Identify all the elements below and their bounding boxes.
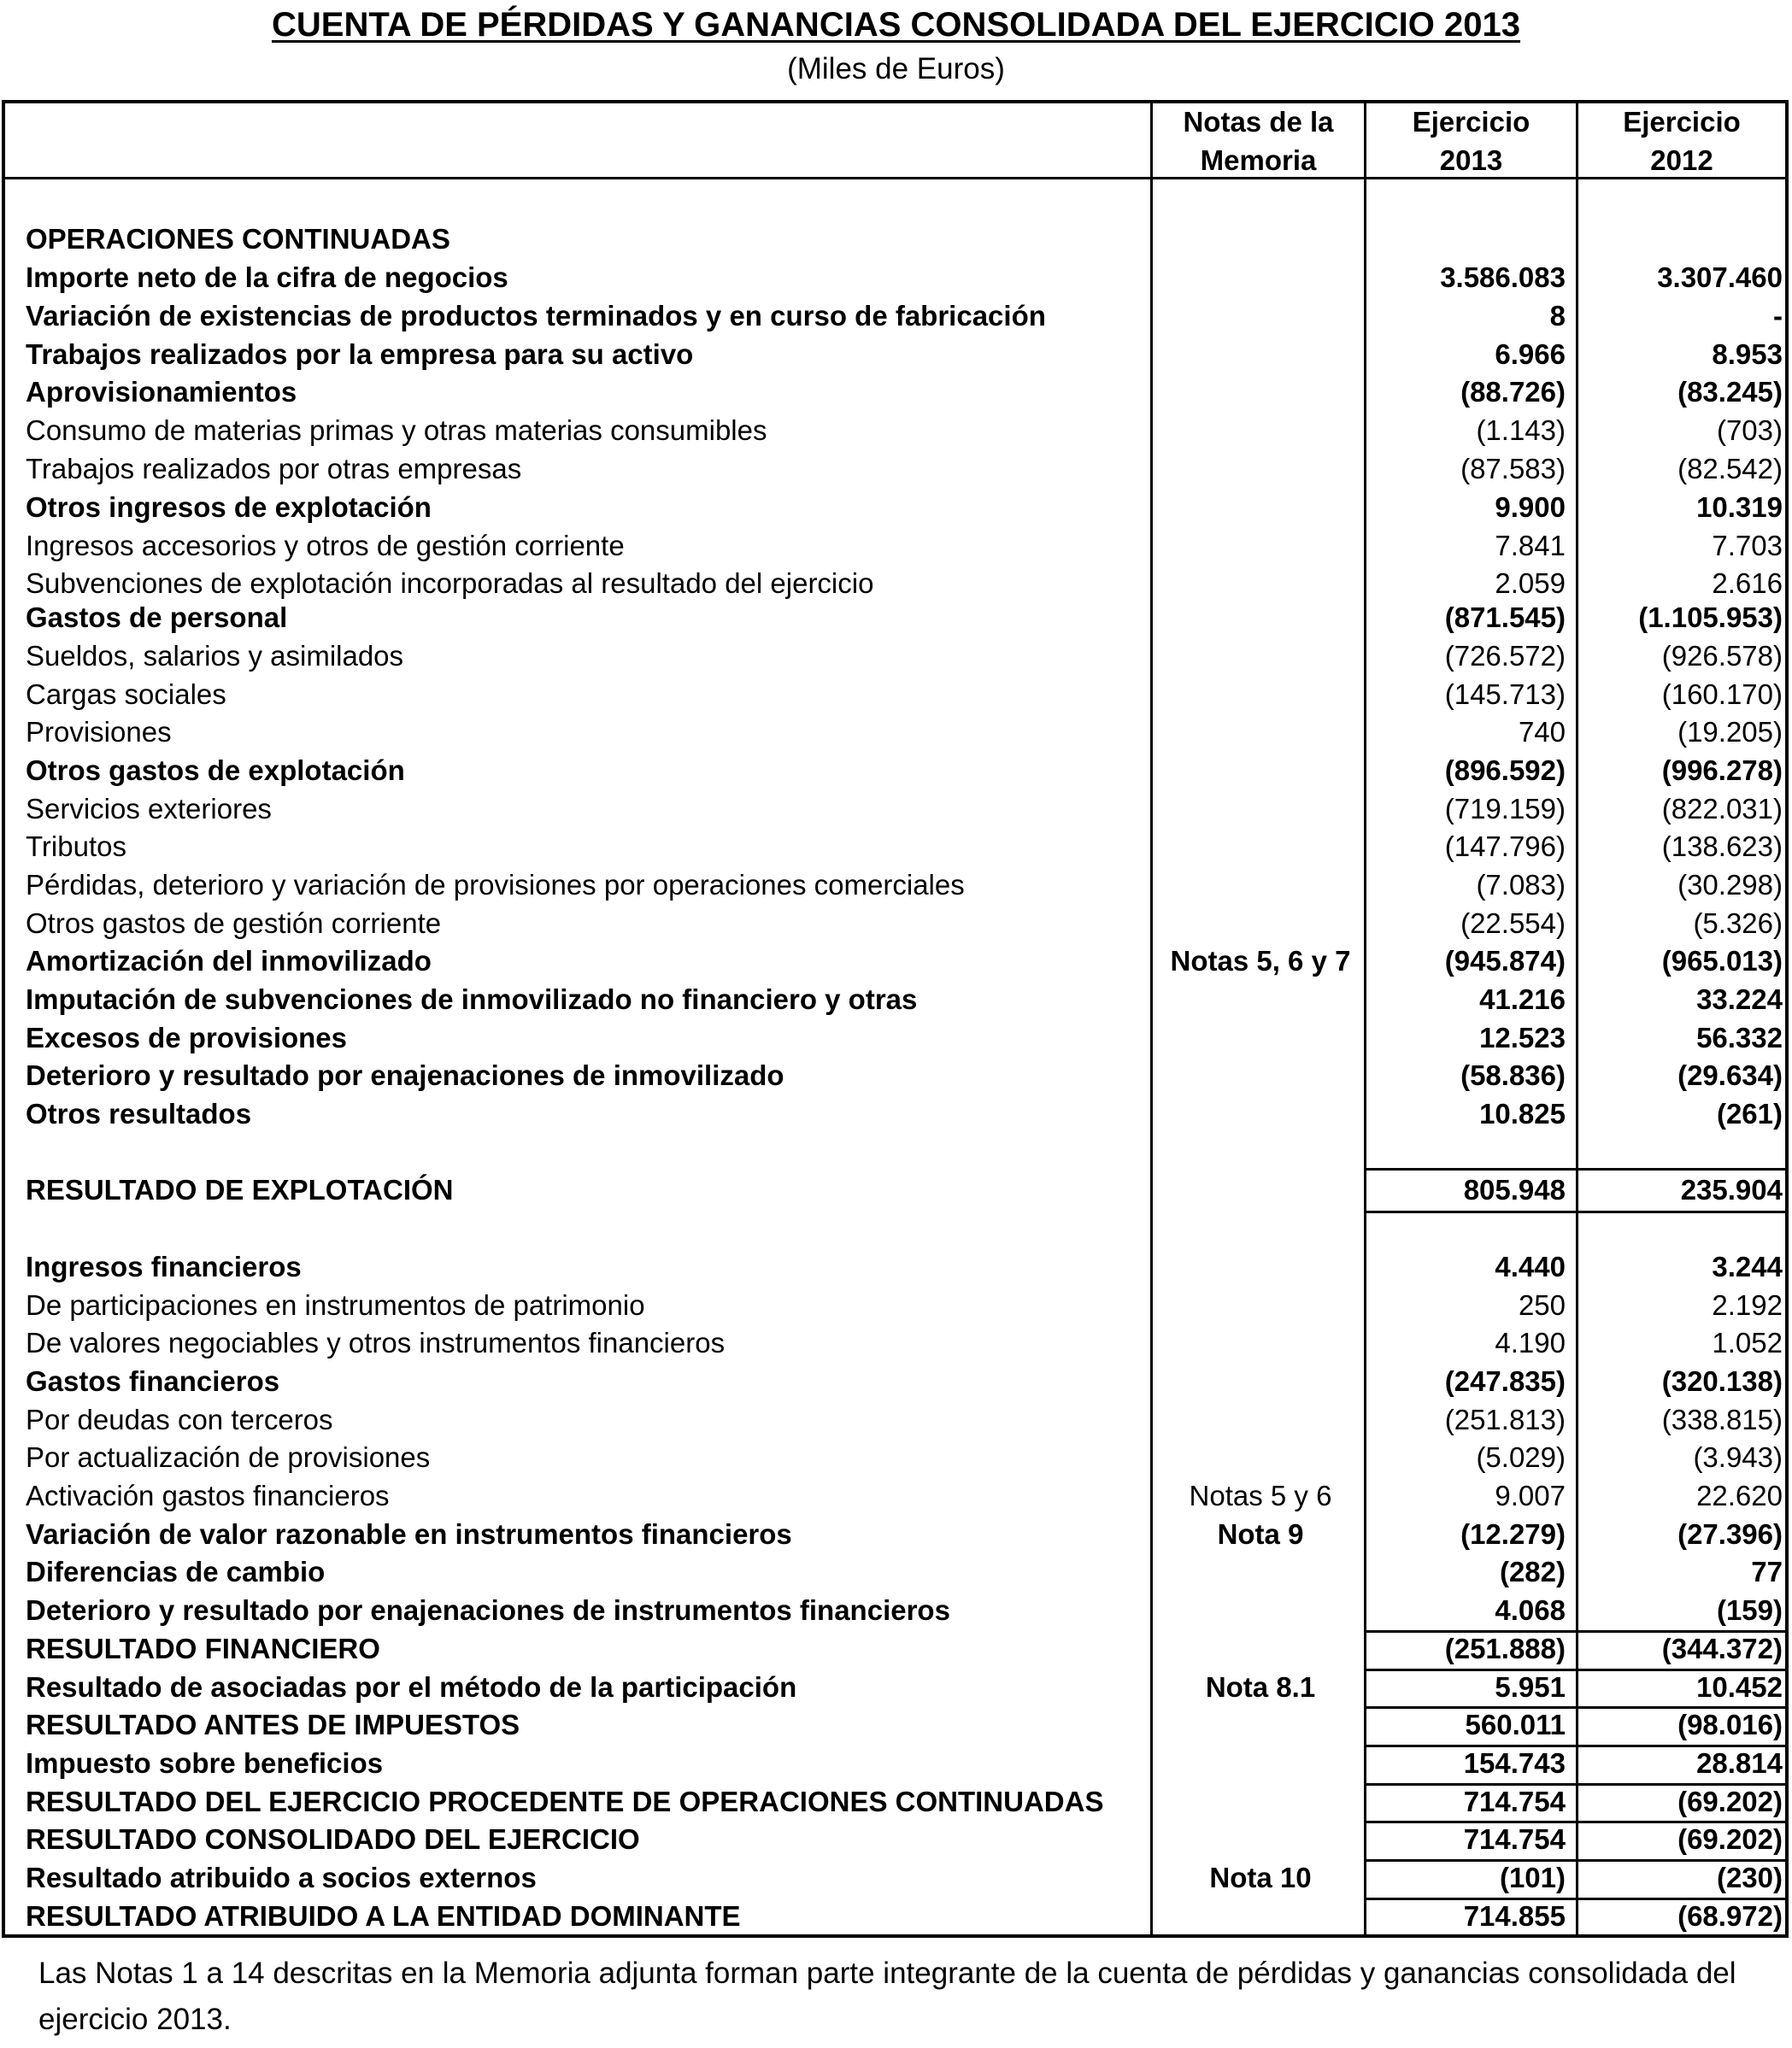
row-label: Diferencias de cambio xyxy=(26,1556,326,1587)
value-2013: 41.216 xyxy=(1479,983,1566,1015)
value-2013: 714.754 xyxy=(1463,1786,1566,1817)
total-rule xyxy=(1366,1783,1576,1786)
table-row xyxy=(0,942,1792,980)
table-row xyxy=(0,980,1792,1018)
value-2013: 154.743 xyxy=(1463,1747,1566,1779)
value-2012: (138.623) xyxy=(1661,830,1783,862)
value-2012: (30.298) xyxy=(1677,869,1783,901)
table-row xyxy=(0,1858,1792,1897)
value-2012: (19.205) xyxy=(1677,716,1783,748)
row-label: RESULTADO ANTES DE IMPUESTOS xyxy=(26,1709,520,1740)
value-2012: (3.943) xyxy=(1693,1441,1783,1473)
table-row xyxy=(0,713,1792,751)
table-row xyxy=(0,1476,1792,1515)
row-label: Por actualización de provisiones xyxy=(26,1441,431,1473)
row-label: De valores negociables y otros instrumentos financieros xyxy=(26,1327,726,1358)
table-row xyxy=(0,1018,1792,1057)
value-2013: 8 xyxy=(1549,300,1566,332)
table-row xyxy=(0,1820,1792,1858)
row-note xyxy=(1154,335,1367,373)
table-row xyxy=(0,598,1792,637)
row-label: Deterioro y resultado por enajenaciones de instrumentos financieros xyxy=(26,1594,950,1626)
table-row xyxy=(0,1094,1792,1133)
row-note xyxy=(1154,1400,1367,1439)
value-2012: 77 xyxy=(1751,1556,1783,1587)
row-note xyxy=(1154,1018,1367,1057)
row-note xyxy=(1154,980,1367,1018)
table-row xyxy=(0,1705,1792,1744)
column-header-2012: Ejercicio 2012 xyxy=(1623,106,1741,176)
table-row xyxy=(0,564,1792,602)
value-2013: 7.841 xyxy=(1495,530,1566,561)
table-row xyxy=(0,904,1792,942)
table-row xyxy=(0,1400,1792,1439)
value-2012: (320.138) xyxy=(1661,1365,1783,1397)
total-rule xyxy=(1578,1168,1787,1171)
row-label: Excesos de provisiones xyxy=(26,1022,348,1053)
value-2013: (251.888) xyxy=(1444,1633,1566,1664)
value-2012: (822.031) xyxy=(1661,793,1783,824)
value-2013: 740 xyxy=(1518,716,1566,748)
row-note xyxy=(1154,488,1367,526)
value-2013: (251.813) xyxy=(1444,1404,1566,1435)
value-2013: (145.713) xyxy=(1444,678,1566,710)
table-row xyxy=(0,1247,1792,1286)
value-2012: (160.170) xyxy=(1661,678,1783,710)
value-2013: (719.159) xyxy=(1444,793,1566,824)
row-label: Trabajos realizados por la empresa para su activo xyxy=(26,338,694,370)
table-row xyxy=(0,1362,1792,1400)
row-note xyxy=(1154,827,1367,866)
total-rule xyxy=(1366,1211,1576,1213)
table-row xyxy=(0,1323,1792,1362)
row-label: Consumo de materias primas y otras materias consumibles xyxy=(26,414,767,446)
value-2012: (69.202) xyxy=(1677,1823,1783,1855)
table-row xyxy=(0,1552,1792,1591)
row-note xyxy=(1154,637,1367,675)
value-2012: (230) xyxy=(1716,1862,1783,1893)
row-note xyxy=(1154,564,1367,602)
row-note xyxy=(1154,1782,1367,1821)
row-label: RESULTADO DEL EJERCICIO PROCEDENTE DE OPERACIONES CONTINUADAS xyxy=(26,1786,1104,1817)
total-rule xyxy=(1578,1859,1787,1862)
total-rule xyxy=(1366,1898,1576,1900)
total-rule xyxy=(1578,1821,1787,1823)
table-row xyxy=(0,637,1792,675)
table-row xyxy=(0,1897,1792,1935)
value-2013: 250 xyxy=(1518,1289,1566,1321)
row-label: Otros gastos de explotación xyxy=(26,754,405,786)
table-row xyxy=(0,220,1792,258)
value-2013: 714.855 xyxy=(1463,1900,1566,1932)
total-rule xyxy=(1366,1168,1576,1171)
table-row xyxy=(0,789,1792,828)
value-2012: (82.542) xyxy=(1677,453,1783,484)
value-2013: (896.592) xyxy=(1444,754,1566,786)
total-rule xyxy=(1578,1783,1787,1786)
value-2013: 2.059 xyxy=(1495,567,1566,599)
row-note: Notas 5 y 6 xyxy=(1189,1480,1332,1511)
value-2012: 3.244 xyxy=(1712,1251,1783,1282)
value-2013: (22.554) xyxy=(1460,907,1566,939)
row-note xyxy=(1154,598,1367,637)
row-label: De participaciones en instrumentos de patrimonio xyxy=(26,1289,645,1321)
value-2013: 560.011 xyxy=(1465,1709,1566,1740)
row-note xyxy=(1154,1438,1367,1476)
row-label: RESULTADO FINANCIERO xyxy=(26,1633,380,1664)
value-2013: 3.586.083 xyxy=(1440,261,1566,293)
row-label: Ingresos accesorios y otros de gestión corriente xyxy=(26,530,625,561)
row-note xyxy=(1154,1820,1367,1858)
value-2012: 7.703 xyxy=(1712,530,1783,561)
table-row xyxy=(0,827,1792,866)
row-note xyxy=(1154,751,1367,789)
row-note xyxy=(1154,526,1367,565)
row-label: Variación de existencias de productos terminados y en curso de fabricación xyxy=(26,300,1046,332)
table-row xyxy=(0,335,1792,373)
value-2013: (58.836) xyxy=(1460,1059,1566,1091)
value-2013: (87.583) xyxy=(1460,453,1566,484)
value-2013: 4.068 xyxy=(1495,1594,1566,1626)
value-2013: 714.754 xyxy=(1463,1823,1566,1855)
table-row xyxy=(0,258,1792,296)
value-2013: 5.951 xyxy=(1495,1671,1566,1703)
row-note: Nota 10 xyxy=(1209,1862,1312,1893)
row-note xyxy=(1154,411,1367,449)
value-2013: (282) xyxy=(1499,1556,1566,1587)
row-note xyxy=(1154,1171,1367,1209)
row-note xyxy=(1154,675,1367,713)
row-label: Otros resultados xyxy=(26,1098,252,1130)
row-note xyxy=(1154,1286,1367,1324)
value-2013: (7.083) xyxy=(1476,869,1566,901)
value-2012: 33.224 xyxy=(1696,983,1783,1015)
value-2012: (159) xyxy=(1716,1594,1783,1626)
value-2012: 3.307.460 xyxy=(1657,261,1783,293)
value-2012: 8.953 xyxy=(1712,338,1783,370)
value-2012: (27.396) xyxy=(1677,1518,1783,1550)
document-subtitle: (Miles de Euros) xyxy=(787,52,1005,85)
row-note xyxy=(1154,1705,1367,1744)
column-header-2013: Ejercicio 2013 xyxy=(1412,106,1531,176)
value-2013: (88.726) xyxy=(1460,376,1566,408)
table-row xyxy=(0,1056,1792,1094)
table-row xyxy=(0,751,1792,789)
value-2012: 2.192 xyxy=(1712,1289,1783,1321)
row-label: Sueldos, salarios y asimilados xyxy=(26,640,404,672)
table-row xyxy=(0,1438,1792,1476)
value-2012: (926.578) xyxy=(1661,640,1783,672)
total-rule xyxy=(1578,1706,1787,1709)
row-label: Imputación de subvenciones de inmovilizado no financiero y otras xyxy=(26,983,918,1015)
row-note xyxy=(1154,1094,1367,1133)
value-2012: (68.972) xyxy=(1677,1900,1783,1932)
value-2012: (338.815) xyxy=(1661,1404,1783,1435)
value-2012: - xyxy=(1773,300,1783,332)
row-note xyxy=(1154,1247,1367,1286)
total-rule xyxy=(1366,1745,1576,1747)
row-label: Trabajos realizados por otras empresas xyxy=(26,453,522,484)
row-label: Deterioro y resultado por enajenaciones de inmovilizado xyxy=(26,1059,784,1091)
value-2013: 9.900 xyxy=(1495,491,1566,523)
value-2013: (726.572) xyxy=(1444,640,1566,672)
row-note xyxy=(1154,713,1367,751)
value-2012: 56.332 xyxy=(1696,1022,1783,1053)
row-note: Notas 5, 6 y 7 xyxy=(1170,945,1351,977)
value-2012: (703) xyxy=(1716,414,1783,446)
value-2013: 12.523 xyxy=(1479,1022,1566,1053)
row-note xyxy=(1154,1744,1367,1782)
value-2013: (101) xyxy=(1499,1862,1566,1893)
row-note: Nota 9 xyxy=(1217,1518,1304,1550)
value-2012: 235.904 xyxy=(1680,1174,1783,1206)
row-label: Resultado atribuido a socios externos xyxy=(26,1862,537,1893)
row-label: Importe neto de la cifra de negocios xyxy=(26,261,508,293)
value-2012: 2.616 xyxy=(1712,567,1783,599)
value-2012: (261) xyxy=(1716,1098,1783,1130)
document-title: CUENTA DE PÉRDIDAS Y GANANCIAS CONSOLIDADA DEL EJERCICIO 2013 xyxy=(272,6,1520,44)
value-2012: (344.372) xyxy=(1661,1633,1783,1664)
row-label: Gastos financieros xyxy=(26,1365,280,1397)
row-label: Otros ingresos de explotación xyxy=(26,491,432,523)
value-2013: (5.029) xyxy=(1476,1441,1566,1473)
row-note xyxy=(1154,904,1367,942)
table-row xyxy=(0,373,1792,411)
table-row xyxy=(0,1782,1792,1821)
row-label: Resultado de asociadas por el método de la participación xyxy=(26,1671,797,1703)
row-label: Cargas sociales xyxy=(26,678,226,710)
table-row xyxy=(0,1629,1792,1668)
row-note xyxy=(1154,296,1367,335)
row-label: RESULTADO ATRIBUIDO A LA ENTIDAD DOMINANTE xyxy=(26,1900,741,1932)
row-note: Nota 8.1 xyxy=(1205,1671,1316,1703)
row-label: Tributos xyxy=(26,830,126,862)
value-2012: (965.013) xyxy=(1661,945,1783,977)
value-2013: 9.007 xyxy=(1495,1480,1566,1511)
table-row xyxy=(0,449,1792,488)
row-note xyxy=(1154,1629,1367,1668)
total-rule xyxy=(1366,1859,1576,1862)
row-label: Impuesto sobre beneficios xyxy=(26,1747,384,1779)
table-row xyxy=(0,866,1792,904)
value-2012: (83.245) xyxy=(1677,376,1783,408)
row-label: RESULTADO DE EXPLOTACIÓN xyxy=(26,1174,454,1206)
row-note xyxy=(1154,1552,1367,1591)
row-label: Aprovisionamientos xyxy=(26,376,297,408)
value-2013: (945.874) xyxy=(1444,945,1566,977)
value-2013: (1.143) xyxy=(1476,414,1566,446)
row-note xyxy=(1154,1591,1367,1629)
total-rule xyxy=(1578,1669,1787,1671)
row-note xyxy=(1154,866,1367,904)
table-row xyxy=(0,1515,1792,1553)
value-2013: (871.545) xyxy=(1444,601,1566,633)
row-note xyxy=(1154,258,1367,296)
row-label: Activación gastos financieros xyxy=(26,1480,390,1511)
row-note xyxy=(1154,1056,1367,1094)
value-2012: (5.326) xyxy=(1693,907,1783,939)
row-label: Ingresos financieros xyxy=(26,1251,302,1282)
value-2013: (247.835) xyxy=(1444,1365,1566,1397)
total-rule xyxy=(1366,1706,1576,1709)
table-row xyxy=(0,1744,1792,1782)
row-note xyxy=(1154,1897,1367,1935)
total-rule xyxy=(1366,1669,1576,1671)
value-2013: 4.190 xyxy=(1495,1327,1566,1358)
value-2012: (98.016) xyxy=(1677,1709,1783,1740)
row-label: Gastos de personal xyxy=(26,601,288,633)
value-2013: (147.796) xyxy=(1444,830,1566,862)
table-row xyxy=(0,296,1792,335)
value-2012: 22.620 xyxy=(1696,1480,1783,1511)
row-note xyxy=(1154,1362,1367,1400)
table-row xyxy=(0,675,1792,713)
row-label: Pérdidas, deterioro y variación de provisiones por operaciones comerciales xyxy=(26,869,965,901)
row-note xyxy=(1154,449,1367,488)
row-label: Otros gastos de gestión corriente xyxy=(26,907,442,939)
table-row xyxy=(0,1591,1792,1629)
value-2013: 805.948 xyxy=(1463,1174,1566,1206)
total-rule xyxy=(1578,1898,1787,1900)
value-2013: 10.825 xyxy=(1479,1098,1566,1130)
value-2012 xyxy=(1578,220,1783,258)
row-label: RESULTADO CONSOLIDADO DEL EJERCICIO xyxy=(26,1823,640,1855)
total-rule xyxy=(1366,1630,1576,1633)
table-row xyxy=(0,488,1792,526)
value-2012: (996.278) xyxy=(1661,754,1783,786)
value-2013: 6.966 xyxy=(1495,338,1566,370)
table-row xyxy=(0,1286,1792,1324)
row-label: Provisiones xyxy=(26,716,172,748)
total-rule xyxy=(1578,1211,1787,1213)
value-2012: (29.634) xyxy=(1677,1059,1783,1091)
table-row xyxy=(0,411,1792,449)
value-2012: 1.052 xyxy=(1712,1327,1783,1358)
column-header-notes: Notas de la Memoria xyxy=(1183,106,1334,176)
value-2012: 28.814 xyxy=(1696,1747,1783,1779)
value-2013 xyxy=(1367,220,1566,258)
total-rule xyxy=(1578,1630,1787,1633)
value-2013: (12.279) xyxy=(1460,1518,1566,1550)
table-row xyxy=(0,1668,1792,1706)
row-label: Por deudas con terceros xyxy=(26,1404,333,1435)
value-2013: 4.440 xyxy=(1495,1251,1566,1282)
row-note xyxy=(1154,789,1367,828)
total-rule xyxy=(1366,1821,1576,1823)
value-2012: (1.105.953) xyxy=(1638,601,1783,633)
value-2012: 10.319 xyxy=(1696,491,1783,523)
footer-note: Las Notas 1 a 14 descritas en la Memoria adjunta forman parte integrante de la cuenta de pérdidas y ganancias consolidada del ejercicio 2013. xyxy=(38,1957,1736,2036)
total-rule xyxy=(1578,1745,1787,1747)
row-label: Subvenciones de explotación incorporadas al resultado del ejercicio xyxy=(26,567,874,599)
value-2012: (69.202) xyxy=(1677,1786,1783,1817)
value-2012: 10.452 xyxy=(1696,1671,1783,1703)
row-note xyxy=(1154,220,1367,258)
row-label: OPERACIONES CONTINUADAS xyxy=(26,223,450,255)
table-row xyxy=(0,1171,1792,1209)
row-label: Amortización del inmovilizado xyxy=(26,945,432,977)
row-note xyxy=(1154,1323,1367,1362)
row-note xyxy=(1154,373,1367,411)
row-label: Variación de valor razonable en instrumentos financieros xyxy=(26,1518,792,1550)
table-row xyxy=(0,526,1792,565)
row-label: Servicios exteriores xyxy=(26,793,272,824)
